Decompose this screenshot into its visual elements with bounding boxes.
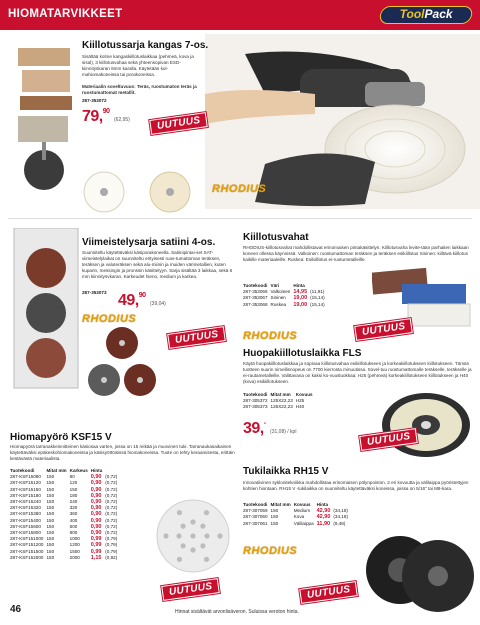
product-description: Suunniteltu käytettäväksi käsiporakoneella. Satiinipintai-set SAT-viimeistelylaikat on suunniteltu erityisesti ruos-tumattoman teräksen, teräksen ja valuteräksen sekä alu-miinin ja muiden värimetallien, kuten kuparin, messingin ja pronssin käsittelyyn. Sarja sisältää 3 laikkaa, sekä 6 mm kiinnitysvkaran. Karkeudet hieno, medium ja karkea. [82,250,233,279]
table-cell: 287-KSF15360 [10,511,41,517]
product-sku: 287-353072 [82,98,107,103]
table-cell: 287-KSF152000 [10,554,44,560]
table-cell: (0,92) [105,554,118,560]
table-cell: 0,90 [90,480,102,487]
table-cell: 287-KSF15120 [10,480,41,486]
table-cell: 150 [270,514,279,520]
table-cell: 0,99 [90,536,102,543]
product-title: Kiillotussarja kangas 7-os. [82,40,209,51]
product-price: 39,- (31,08) / kpl [243,420,297,437]
table-cell: 150 [46,542,55,548]
disc-hole [190,519,195,524]
table-cell: Kova [293,514,305,520]
table-cell: 150 [46,523,55,529]
page-number: 46 [10,604,22,615]
table-cell: 287-KSF15600 [10,523,41,529]
table-cell: 0,90 [90,511,102,518]
new-badge: UUTUUS [354,318,413,341]
table-cell: (0,72) [105,530,118,536]
table-cell: (11,91) [310,289,325,295]
table-cell: H25 [295,398,305,404]
table-cell: Sininen [270,295,286,301]
disc-hole [176,533,181,538]
table-cell: 1,15 [90,554,102,561]
disc-hole [200,524,205,529]
table-cell: Ruskea [270,301,287,307]
table-cell: 11,90 [316,520,331,527]
table-cell: 287-KSF15080 [10,474,41,480]
product-description: RHODIUS-kiillotusvahat mahdollistavat erinomaisen pintakäsittelyn. Kiillotusvaha levite-tään parhaiten laikkaan koneen ollessa käynnissä. Valkoinen: ruostumattoman teräksen ja teräksen esikiillotus Sininen: kiiltävä kiillotus kaikille materiaaleille. Ruskea: Esikiillotus ei-ruotumetalleille. [243,245,469,262]
col-header: Hinta [316,502,329,507]
new-badge: UUTUUS [359,428,418,451]
col-header: Mitat mm [46,468,67,473]
disc-hole [177,557,182,562]
disc-hole [200,543,205,548]
disc-hole [204,510,209,515]
table-cell: 400 [69,517,78,523]
product-title: Kiillotusvahat [243,232,309,243]
divider [8,218,472,219]
table-cell: (0,79) [105,542,118,548]
rhodius-logo: RHODIUS [243,545,298,557]
disc-hole [177,510,182,515]
table-cell: (15,14) [310,301,325,307]
table-cell: (34,18) [333,508,348,514]
rhodius-logo: RHODIUS [82,313,137,325]
table-cell: 0,90 [90,486,102,493]
table-cell: (9,48) [333,520,346,526]
footer-note: Hinnat sisältävät arvonlisäveron. Suluissa veroton hinta. [175,609,299,615]
table-row [243,404,316,410]
table-cell: 150 [69,486,78,492]
table-cell: 19,00 [293,301,308,308]
table-cell: 287-307059 [243,508,268,514]
table-cell: 0,90 [90,517,102,524]
col-header: Karkeus [69,468,88,473]
product-materials: Materiaalin soveltuvuus: Teräs, ruostumaton teräs ja ruostumattomat metallit. [82,84,197,95]
col-header: Tuotekoodi [243,502,268,507]
table-cell: 600 [69,523,78,529]
table-cell: 360 [69,511,78,517]
table-cell: (0,72) [105,511,118,517]
disc-hole [217,533,222,538]
table-cell: 0,90 [90,530,102,537]
table-cell: 287-353068 [243,301,268,307]
table-cell: 80 [69,474,75,480]
table-cell: 1000 [69,536,80,542]
product-description: Käytä huopakiillotuslaikkaa ja sopivaa kiillotusvahaa esikiillotukseen ja korkeakiillotukseen kiillotukseen. Tämän tuotteen suurin nimellisnopeus on 7700 kierrosta minuutissa. Sovel-tuu ruostumattomalle teräkselle, teräkselle ja ei-rautametalleille. Valittavana on kaksi ko-vuusluokkaa: H25 (pehmeä) korkeakiillotukseen kiillotukseen ja H40 (kova) esikiillotukseen. [243,361,472,384]
table-cell: Välilaippa [293,520,314,526]
table-cell: 150 [46,480,55,486]
toolpack-logo: ToolPack [378,6,473,24]
kit-box-image [10,228,82,408]
table-cell: 120 [69,480,78,486]
col-header: Väri [270,283,280,288]
table-cell: 287-305373 [243,404,268,410]
table-cell: 240 [69,499,78,505]
table-cell: 180 [69,492,78,498]
col-header: Tuotekoodi [243,283,268,288]
table-cell: 150 [46,474,55,480]
table-cell: 287-KSF151200 [10,542,44,548]
table-cell: 320 [69,505,78,511]
table-cell: (0,72) [105,480,118,486]
disc-hole [190,547,195,552]
product-table [243,392,316,411]
new-badge: UUTUUS [161,578,220,601]
table-cell: (0,72) [105,499,118,505]
disc-hole [163,533,168,538]
table-cell: 150 [46,505,55,511]
table-cell: 0,90 [90,505,102,512]
table-cell: 0,99 [90,548,102,555]
table-cell: 1500 [69,548,80,554]
table-cell: 287-KSF15180 [10,492,41,498]
table-cell: 150 [46,486,55,492]
satin-discs-image [82,325,182,420]
rhodius-logo: RHODIUS [243,330,298,342]
felt-disc-image [380,390,472,460]
new-badge: UUTUUS [299,581,358,604]
product-table [243,502,351,527]
product-price: 79,90 (62,95) [82,108,130,125]
disc-hole [204,533,209,538]
table-cell: 150 [46,536,55,542]
col-header: Hinta [90,468,103,473]
table-cell: 0,99 [90,542,102,549]
product-price: 49,90 (39,04) [118,292,166,309]
table-cell: 287-353066 [243,289,268,295]
rhodius-logo: RHODIUS [212,183,267,195]
table-cell: 150 [46,548,55,554]
disc-hole [204,557,209,562]
product-title: Tukilaikka RH15 V [243,466,329,477]
table-cell: 125X22,23 [270,404,293,410]
table-cell: 0,90 [90,474,102,481]
table-cell: 14,95 [293,289,308,296]
disc-hole [190,533,195,538]
table-cell: 2000 [69,554,80,560]
table-cell: (34,18) [333,514,348,520]
product-table [243,283,328,308]
disc-hole [181,543,186,548]
product-title: Hiomapyörö KSF15 V [10,432,112,443]
table-cell: (0,72) [105,505,118,511]
table-cell: (0,72) [105,517,118,523]
table-cell: 42,90 [316,514,331,521]
table-cell: 800 [69,530,78,536]
table-cell: 150 [46,499,55,505]
table-cell: Valkoinen [270,289,291,295]
table-cell: 150 [46,517,55,523]
new-badge: UUTUUS [149,112,208,135]
backing-pad-image [360,530,476,614]
disc-hole [181,524,186,529]
table-cell: 150 [46,530,55,536]
col-header: Mitat mm [270,392,291,397]
product-title: Viimeistelysarja satiini 4-os. [82,237,216,248]
table-cell: 150 [46,554,55,560]
table-row [10,555,120,561]
product-description: Sisältää kolme kangaskiillotuslaikkaa (pehmeä, kova ja sisal), 3 kiillotusvahaa sekä yhteensopivan ESD- kiinnityskaran 6mm karalla. Käytetään kul-mahiomakoneissa tai porakoneissa. [82,54,194,77]
product-description: Hiomapyörä tarranakkeinnitteinen käsiosaa varten, jossa on 15 reikää ja muovinen tuki. Tarranaukasaikainen käytettäväksi epäkeskohiomakoneissa ja käsisyöttöisissä hiomakoneissa. Tuote on tehty keraamisesta, erittäin kestävästä materiaalista. [10,444,235,461]
col-header: Kovuus [293,502,311,507]
table-cell: 150 [270,520,279,526]
table-cell: H40 [295,404,305,410]
table-cell: (0,72) [105,523,118,529]
table-cell: 150 [46,492,55,498]
table-cell: 287-KSF15400 [10,517,41,523]
cloth-discs-image [70,170,205,214]
col-header: Tuotekoodi [243,392,268,397]
table-cell: 125X22,23 [270,398,293,404]
table-cell: 287-KSF151000 [10,536,44,542]
table-cell: 287-KSF15320 [10,505,41,511]
section-title: HIOMATARVIKKEET [8,8,123,20]
table-row [243,302,328,308]
table-cell: 287-KSF15150 [10,486,41,492]
product-title: Huopakiillotuslaikka FLS [243,348,362,359]
col-header: Kovuus [295,392,313,397]
table-cell: 287-353067 [243,295,268,301]
table-cell: (0,79) [105,536,118,542]
table-cell: (0,72) [105,492,118,498]
table-cell: 0,90 [90,492,102,499]
table-cell: 150 [46,511,55,517]
table-row [243,514,351,520]
table-cell: 287-KSF15800 [10,530,41,536]
table-row [243,295,328,301]
table-cell: (15,14) [310,295,325,301]
sanding-disc-image [155,498,231,574]
product-description: Innovatiivinen syklonitekniikka mahdollistaa erinomaisen pölynpoiston. 2 eri kovuutta ja välilaippa pyöristettyjen kohtien hiontaan. RH15 V -tukilaikka on suunniteltu käytettäväksi koneissa, joissa on 5/16" tai M8-kara. [243,480,469,491]
table-cell: Medium [293,508,311,514]
col-header: Tuotekoodi [10,468,35,473]
table-row [243,521,351,527]
table-cell: 0,90 [90,499,102,506]
table-cell: 287-KSF151500 [10,548,44,554]
table-cell: 1200 [69,542,80,548]
col-header: Mitat mm [270,502,291,507]
table-cell: 0,90 [90,523,102,530]
table-cell: (0,72) [105,486,118,492]
table-cell: (0,79) [105,548,118,554]
table-cell: 287-KSF15240 [10,499,41,505]
table-cell: 287-307061 [243,520,268,526]
product-table [10,468,120,561]
table-cell: 42,90 [316,508,331,515]
col-header: Hinta [293,283,305,288]
table-cell: 287-307060 [243,514,268,520]
product-sku: 287-353073 [82,290,107,295]
new-badge: UUTUUS [167,326,226,349]
table-cell: 287-305372 [243,398,268,404]
table-cell: (0,72) [105,474,118,480]
table-cell: 19,00 [293,295,308,302]
table-cell: 150 [270,508,279,514]
